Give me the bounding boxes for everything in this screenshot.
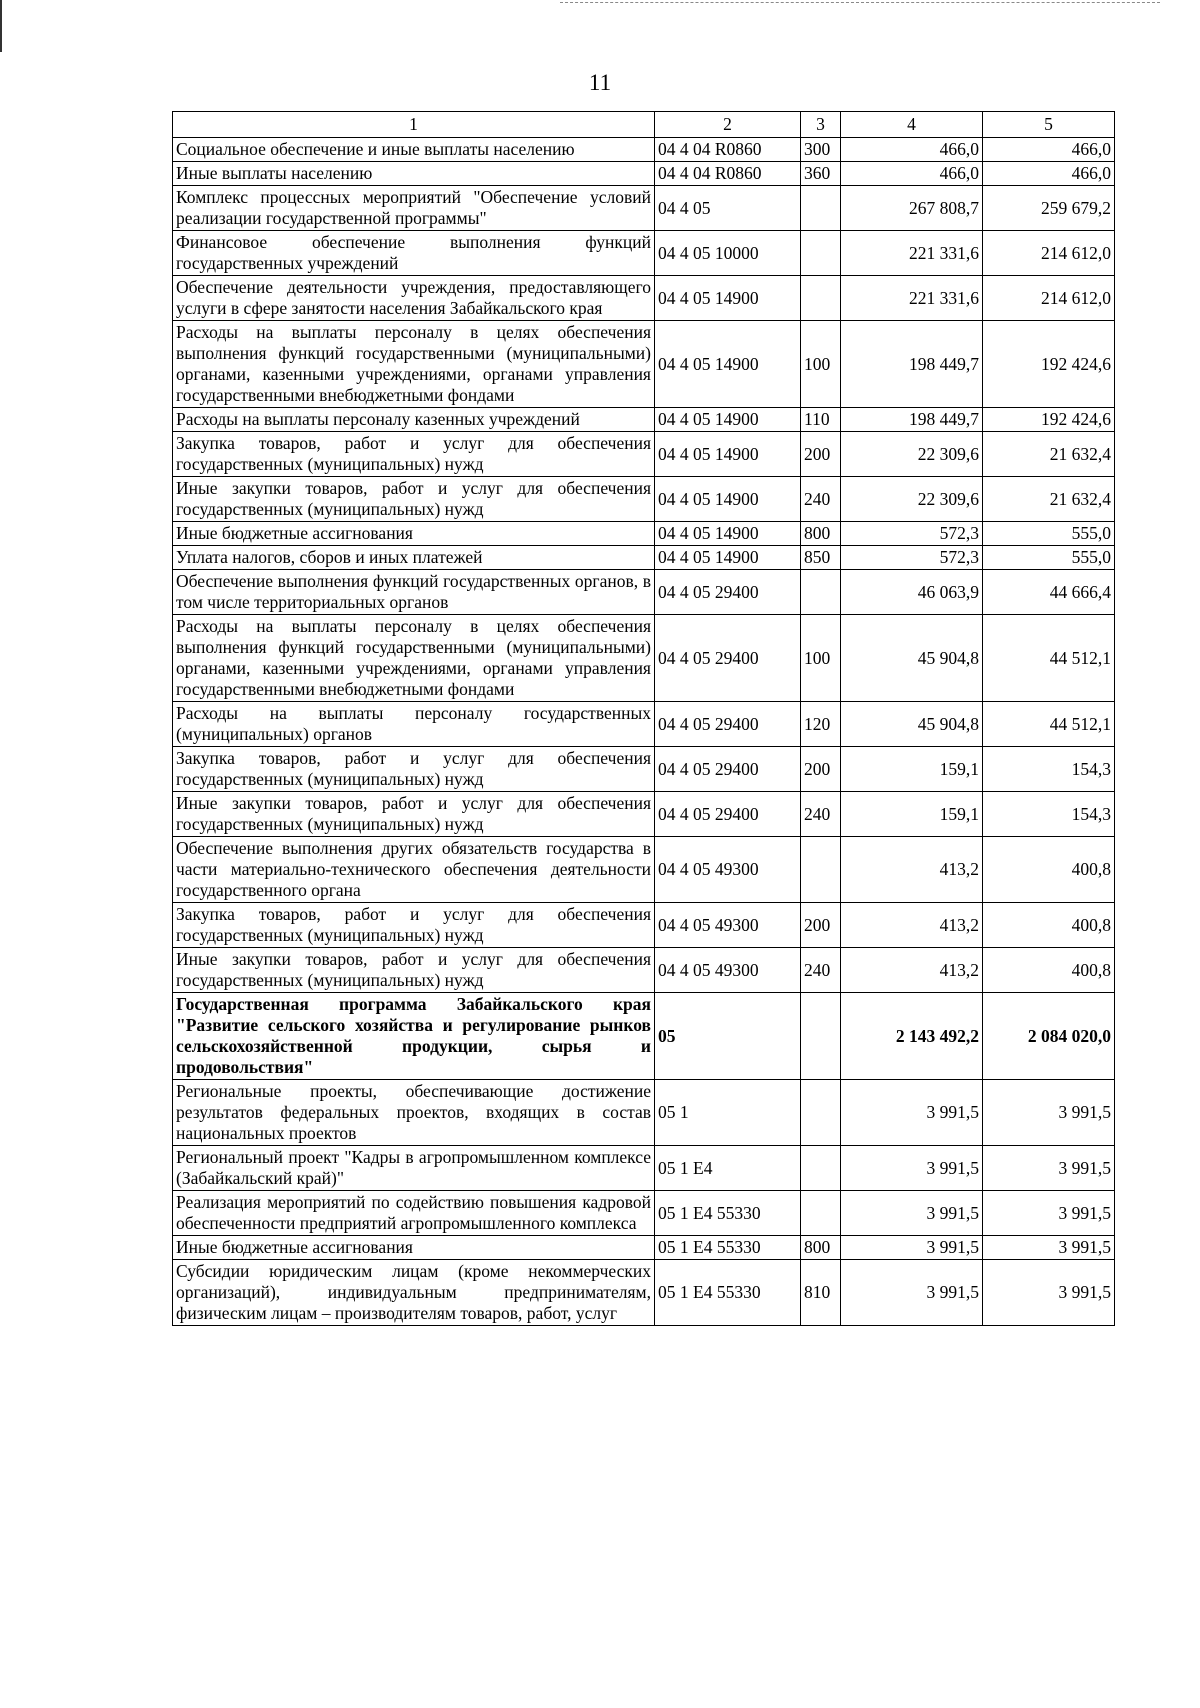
- row-code-cell: 04 4 05 49300: [655, 837, 801, 903]
- table-row: [173, 615, 1115, 702]
- table-row: [173, 138, 1115, 162]
- row-value-4-cell: 3 991,5: [841, 1260, 983, 1326]
- row-code-cell: 05 1 Е4 55330: [655, 1260, 801, 1326]
- row-value-5-cell: 3 991,5: [983, 1080, 1115, 1146]
- row-value-5-cell: 44 666,4: [983, 570, 1115, 615]
- row-type-cell: 120: [801, 702, 841, 747]
- row-name-cell: Реализация мероприятий по содействию повышения кадровой обеспеченности предприятий агропромышленного комплекса: [173, 1191, 655, 1236]
- row-value-4-cell: 45 904,8: [841, 615, 983, 702]
- row-value-5-cell: 555,0: [983, 546, 1115, 570]
- table-header-row: [173, 112, 1115, 138]
- row-type-cell: 110: [801, 408, 841, 432]
- table-row: [173, 747, 1115, 792]
- header-col-4: 4: [841, 112, 983, 138]
- row-type-cell: [801, 1080, 841, 1146]
- table-row: [173, 1191, 1115, 1236]
- table-row: [173, 903, 1115, 948]
- row-name-cell: Обеспечение деятельности учреждения, предоставляющего услуги в сфере занятости населения Забайкальского края: [173, 276, 655, 321]
- table-row: [173, 276, 1115, 321]
- row-code-cell: 04 4 05 14900: [655, 432, 801, 477]
- table-row: [173, 702, 1115, 747]
- row-name-cell: Обеспечение выполнения функций государственных органов, в том числе территориальных органов: [173, 570, 655, 615]
- row-code-cell: 04 4 05 49300: [655, 903, 801, 948]
- row-value-5-cell: 400,8: [983, 837, 1115, 903]
- table-row: [173, 321, 1115, 408]
- table-row: [173, 546, 1115, 570]
- row-code-cell: 05: [655, 993, 801, 1080]
- row-code-cell: 04 4 05 14900: [655, 408, 801, 432]
- row-code-cell: 04 4 05 14900: [655, 477, 801, 522]
- row-value-4-cell: 45 904,8: [841, 702, 983, 747]
- row-type-cell: 850: [801, 546, 841, 570]
- row-code-cell: 05 1 Е4 55330: [655, 1191, 801, 1236]
- row-type-cell: [801, 1191, 841, 1236]
- row-type-cell: 100: [801, 321, 841, 408]
- row-type-cell: [801, 186, 841, 231]
- table-row: [173, 432, 1115, 477]
- row-type-cell: [801, 993, 841, 1080]
- header-col-5: 5: [983, 112, 1115, 138]
- row-value-5-cell: 3 991,5: [983, 1191, 1115, 1236]
- row-value-4-cell: 3 991,5: [841, 1146, 983, 1191]
- row-name-cell: Иные закупки товаров, работ и услуг для обеспечения государственных (муниципальных) нужд: [173, 792, 655, 837]
- row-value-4-cell: 22 309,6: [841, 477, 983, 522]
- row-value-4-cell: 466,0: [841, 162, 983, 186]
- row-code-cell: 04 4 05 10000: [655, 231, 801, 276]
- table-row: [173, 948, 1115, 993]
- row-type-cell: 300: [801, 138, 841, 162]
- row-value-4-cell: 572,3: [841, 522, 983, 546]
- row-name-cell: Субсидии юридическим лицам (кроме некоммерческих организаций), индивидуальным предпринимателям, физическим лицам – производителям товаров, работ, услуг: [173, 1260, 655, 1326]
- row-type-cell: 200: [801, 432, 841, 477]
- row-value-4-cell: 413,2: [841, 837, 983, 903]
- row-type-cell: 240: [801, 477, 841, 522]
- row-value-5-cell: 259 679,2: [983, 186, 1115, 231]
- row-value-5-cell: 214 612,0: [983, 276, 1115, 321]
- row-value-5-cell: 44 512,1: [983, 615, 1115, 702]
- row-value-4-cell: 3 991,5: [841, 1080, 983, 1146]
- row-value-5-cell: 3 991,5: [983, 1236, 1115, 1260]
- row-value-4-cell: 413,2: [841, 948, 983, 993]
- table-row: [173, 1260, 1115, 1326]
- table-row: [173, 477, 1115, 522]
- row-code-cell: 04 4 05 14900: [655, 276, 801, 321]
- row-name-cell: Иные закупки товаров, работ и услуг для обеспечения государственных (муниципальных) нужд: [173, 477, 655, 522]
- row-name-cell: Закупка товаров, работ и услуг для обеспечения государственных (муниципальных) нужд: [173, 432, 655, 477]
- row-type-cell: 360: [801, 162, 841, 186]
- row-name-cell: Иные бюджетные ассигнования: [173, 1236, 655, 1260]
- row-name-cell: Финансовое обеспечение выполнения функций государственных учреждений: [173, 231, 655, 276]
- table-row: [173, 186, 1115, 231]
- row-code-cell: 04 4 05 14900: [655, 522, 801, 546]
- row-name-cell: Региональные проекты, обеспечивающие достижение результатов федеральных проектов, входящих в состав национальных проектов: [173, 1080, 655, 1146]
- row-value-4-cell: 221 331,6: [841, 231, 983, 276]
- table-row: [173, 231, 1115, 276]
- table-row: [173, 522, 1115, 546]
- row-name-cell: Комплекс процессных мероприятий "Обеспечение условий реализации государственной программы": [173, 186, 655, 231]
- row-type-cell: 200: [801, 747, 841, 792]
- row-value-4-cell: 572,3: [841, 546, 983, 570]
- row-value-5-cell: 400,8: [983, 903, 1115, 948]
- row-type-cell: 100: [801, 615, 841, 702]
- row-value-5-cell: 44 512,1: [983, 702, 1115, 747]
- row-code-cell: 04 4 05 29400: [655, 615, 801, 702]
- row-name-cell: Уплата налогов, сборов и иных платежей: [173, 546, 655, 570]
- row-value-4-cell: 3 991,5: [841, 1236, 983, 1260]
- row-value-4-cell: 2 143 492,2: [841, 993, 983, 1080]
- row-name-cell: Закупка товаров, работ и услуг для обеспечения государственных (муниципальных) нужд: [173, 903, 655, 948]
- row-code-cell: 04 4 05: [655, 186, 801, 231]
- row-name-cell: Расходы на выплаты персоналу казенных учреждений: [173, 408, 655, 432]
- row-value-4-cell: 221 331,6: [841, 276, 983, 321]
- row-value-4-cell: 159,1: [841, 792, 983, 837]
- table-row: [173, 408, 1115, 432]
- row-type-cell: 240: [801, 792, 841, 837]
- row-value-4-cell: 198 449,7: [841, 321, 983, 408]
- row-type-cell: 810: [801, 1260, 841, 1326]
- row-type-cell: [801, 837, 841, 903]
- table-body: [173, 138, 1115, 1326]
- row-name-cell: Расходы на выплаты персоналу государственных (муниципальных) органов: [173, 702, 655, 747]
- row-code-cell: 04 4 05 29400: [655, 747, 801, 792]
- row-value-4-cell: 46 063,9: [841, 570, 983, 615]
- row-name-cell: Обеспечение выполнения других обязательств государства в части материально-технического обеспечения деятельности государственного органа: [173, 837, 655, 903]
- row-name-cell: Региональный проект "Кадры в агропромышленном комплексе (Забайкальский край)": [173, 1146, 655, 1191]
- row-name-cell: Иные закупки товаров, работ и услуг для обеспечения государственных (муниципальных) нужд: [173, 948, 655, 993]
- row-value-5-cell: 466,0: [983, 138, 1115, 162]
- header-col-2: 2: [655, 112, 801, 138]
- row-type-cell: 800: [801, 522, 841, 546]
- row-name-cell: Иные выплаты населению: [173, 162, 655, 186]
- row-type-cell: 800: [801, 1236, 841, 1260]
- row-name-cell: Государственная программа Забайкальского края "Развитие сельского хозяйства и регулирование рынков сельскохозяйственной продукции, сырья и продовольствия": [173, 993, 655, 1080]
- row-code-cell: 05 1: [655, 1080, 801, 1146]
- header-col-1: 1: [173, 112, 655, 138]
- row-code-cell: 04 4 05 49300: [655, 948, 801, 993]
- row-value-4-cell: 3 991,5: [841, 1191, 983, 1236]
- row-value-5-cell: 214 612,0: [983, 231, 1115, 276]
- row-code-cell: 05 1 Е4 55330: [655, 1236, 801, 1260]
- row-name-cell: Расходы на выплаты персоналу в целях обеспечения выполнения функций государственными (муниципальными) органами, казенными учреждениями, органами управления государственными внебюджетными фондами: [173, 615, 655, 702]
- row-code-cell: 04 4 05 29400: [655, 792, 801, 837]
- row-name-cell: Социальное обеспечение и иные выплаты населению: [173, 138, 655, 162]
- row-value-5-cell: 192 424,6: [983, 408, 1115, 432]
- row-value-5-cell: 21 632,4: [983, 432, 1115, 477]
- row-type-cell: 240: [801, 948, 841, 993]
- row-value-5-cell: 555,0: [983, 522, 1115, 546]
- header-col-3: 3: [801, 112, 841, 138]
- table-row: [173, 792, 1115, 837]
- row-code-cell: 04 4 04 R0860: [655, 162, 801, 186]
- row-value-4-cell: 413,2: [841, 903, 983, 948]
- scan-edge-mark: [0, 0, 2, 52]
- row-value-4-cell: 198 449,7: [841, 408, 983, 432]
- row-value-4-cell: 466,0: [841, 138, 983, 162]
- row-value-5-cell: 3 991,5: [983, 1146, 1115, 1191]
- row-value-5-cell: 400,8: [983, 948, 1115, 993]
- row-code-cell: 05 1 Е4: [655, 1146, 801, 1191]
- row-value-5-cell: 154,3: [983, 747, 1115, 792]
- row-type-cell: [801, 231, 841, 276]
- row-code-cell: 04 4 05 29400: [655, 570, 801, 615]
- table-row: [173, 1080, 1115, 1146]
- table-row: [173, 1236, 1115, 1260]
- table-row: [173, 570, 1115, 615]
- row-value-5-cell: 21 632,4: [983, 477, 1115, 522]
- table-row: [173, 993, 1115, 1080]
- row-name-cell: Закупка товаров, работ и услуг для обеспечения государственных (муниципальных) нужд: [173, 747, 655, 792]
- budget-table: [172, 111, 1115, 1326]
- row-type-cell: [801, 276, 841, 321]
- row-value-4-cell: 22 309,6: [841, 432, 983, 477]
- page-number: 11: [588, 70, 612, 95]
- row-name-cell: Расходы на выплаты персоналу в целях обеспечения выполнения функций государственными (муниципальными) органами, казенными учреждениями, органами управления государственными внебюджетными фондами: [173, 321, 655, 408]
- row-value-5-cell: 192 424,6: [983, 321, 1115, 408]
- row-code-cell: 04 4 05 29400: [655, 702, 801, 747]
- row-value-5-cell: 3 991,5: [983, 1260, 1115, 1326]
- table-row: [173, 1146, 1115, 1191]
- row-value-4-cell: 267 808,7: [841, 186, 983, 231]
- table-row: [173, 837, 1115, 903]
- row-code-cell: 04 4 05 14900: [655, 321, 801, 408]
- row-type-cell: [801, 1146, 841, 1191]
- row-value-5-cell: 466,0: [983, 162, 1115, 186]
- row-name-cell: Иные бюджетные ассигнования: [173, 522, 655, 546]
- row-code-cell: 04 4 05 14900: [655, 546, 801, 570]
- row-type-cell: 200: [801, 903, 841, 948]
- row-code-cell: 04 4 04 R0860: [655, 138, 801, 162]
- row-value-5-cell: 2 084 020,0: [983, 993, 1115, 1080]
- row-value-5-cell: 154,3: [983, 792, 1115, 837]
- row-type-cell: [801, 570, 841, 615]
- scan-border-line: [560, 2, 1160, 3]
- table-row: [173, 162, 1115, 186]
- row-value-4-cell: 159,1: [841, 747, 983, 792]
